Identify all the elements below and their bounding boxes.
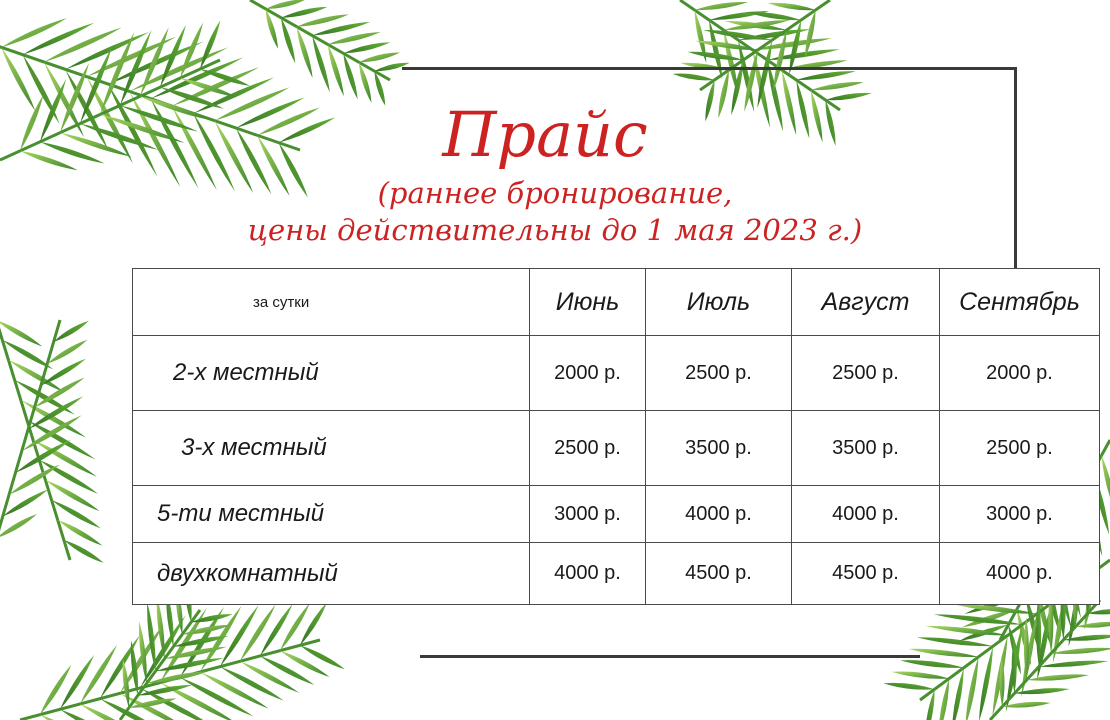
month-september: Сентябрь: [940, 269, 1100, 336]
price-cell: 4000 р.: [530, 543, 646, 605]
leaf-blade: [220, 667, 284, 701]
price-cell: 2000 р.: [940, 336, 1100, 411]
leaf-blade: [300, 602, 327, 645]
leaf-blade: [892, 672, 950, 679]
leaf-blade: [883, 683, 934, 690]
leaf-blade: [40, 715, 92, 720]
price-cell: 3000 р.: [530, 486, 646, 543]
leaf-blade: [328, 32, 381, 44]
room-type: 2-х местный: [133, 336, 530, 411]
leaf-blade: [312, 22, 370, 36]
leaf-blade: [1039, 661, 1108, 667]
table-row: [133, 486, 1100, 543]
leaf-blade: [811, 82, 864, 90]
frame-bottom-line: [420, 655, 920, 658]
price-title: Прайс: [442, 98, 648, 171]
room-type: 3-х местный: [133, 411, 530, 486]
price-cell: 4000 р.: [792, 486, 940, 543]
table-header-row: [133, 269, 1100, 336]
leaf-blade: [900, 660, 964, 668]
price-cell: 2500 р.: [792, 336, 940, 411]
leaf-blade: [0, 514, 37, 538]
price-cell: 4000 р.: [940, 543, 1100, 605]
leaf-blade: [1051, 648, 1110, 654]
leaf-blade: [281, 7, 327, 18]
leaf-blade: [673, 74, 715, 81]
price-cell: 4500 р.: [792, 543, 940, 605]
leaf-blade: [1, 18, 67, 47]
frame-top-line: [402, 67, 1017, 70]
leaf-blade: [343, 42, 390, 53]
table-row: [133, 336, 1100, 411]
price-cell: 4000 р.: [646, 486, 792, 543]
price-cell: 3500 р.: [646, 411, 792, 486]
room-type: двухкомнатный: [133, 543, 530, 605]
leaf-blade: [240, 661, 299, 693]
month-july: Июль: [646, 269, 792, 336]
subtitle-line-2: цены действительны до 1 мая 2023 г.): [247, 213, 863, 247]
leaf-blade: [44, 27, 122, 62]
leaf-blade: [746, 12, 801, 20]
leaf-blade: [1002, 702, 1050, 708]
leaf-blade: [297, 14, 349, 26]
leaf-blade: [266, 0, 307, 9]
leaf-blade: [123, 659, 130, 707]
table-row: [133, 411, 1100, 486]
price-table: [132, 268, 1100, 605]
table-row: [133, 543, 1100, 605]
leaf-blade: [359, 53, 400, 63]
leaf-blade: [1027, 674, 1089, 680]
leaf-blade: [157, 596, 165, 659]
per-day-label: за сутки: [133, 269, 530, 336]
price-cell: 4500 р.: [646, 543, 792, 605]
month-june: Июнь: [530, 269, 646, 336]
leaf-blade: [979, 646, 993, 720]
price-cell: 2500 р.: [646, 336, 792, 411]
room-type: 5-ти местный: [133, 486, 530, 543]
price-cell: 2500 р.: [940, 411, 1100, 486]
leaf-blade: [260, 656, 314, 685]
subtitle-line-1: (раннее бронирование,: [377, 176, 733, 210]
leaf-blade: [200, 672, 269, 709]
leaf-blade: [917, 637, 993, 646]
price-cell: 3000 р.: [940, 486, 1100, 543]
leaf-blade: [796, 71, 855, 80]
leaf-blade: [23, 23, 95, 55]
leaf-blade: [767, 3, 815, 10]
price-cell: 2500 р.: [530, 411, 646, 486]
price-cell: 2000 р.: [530, 336, 646, 411]
month-august: Август: [792, 269, 940, 336]
leaf-blade: [695, 2, 749, 10]
price-cell: 3500 р.: [792, 411, 940, 486]
